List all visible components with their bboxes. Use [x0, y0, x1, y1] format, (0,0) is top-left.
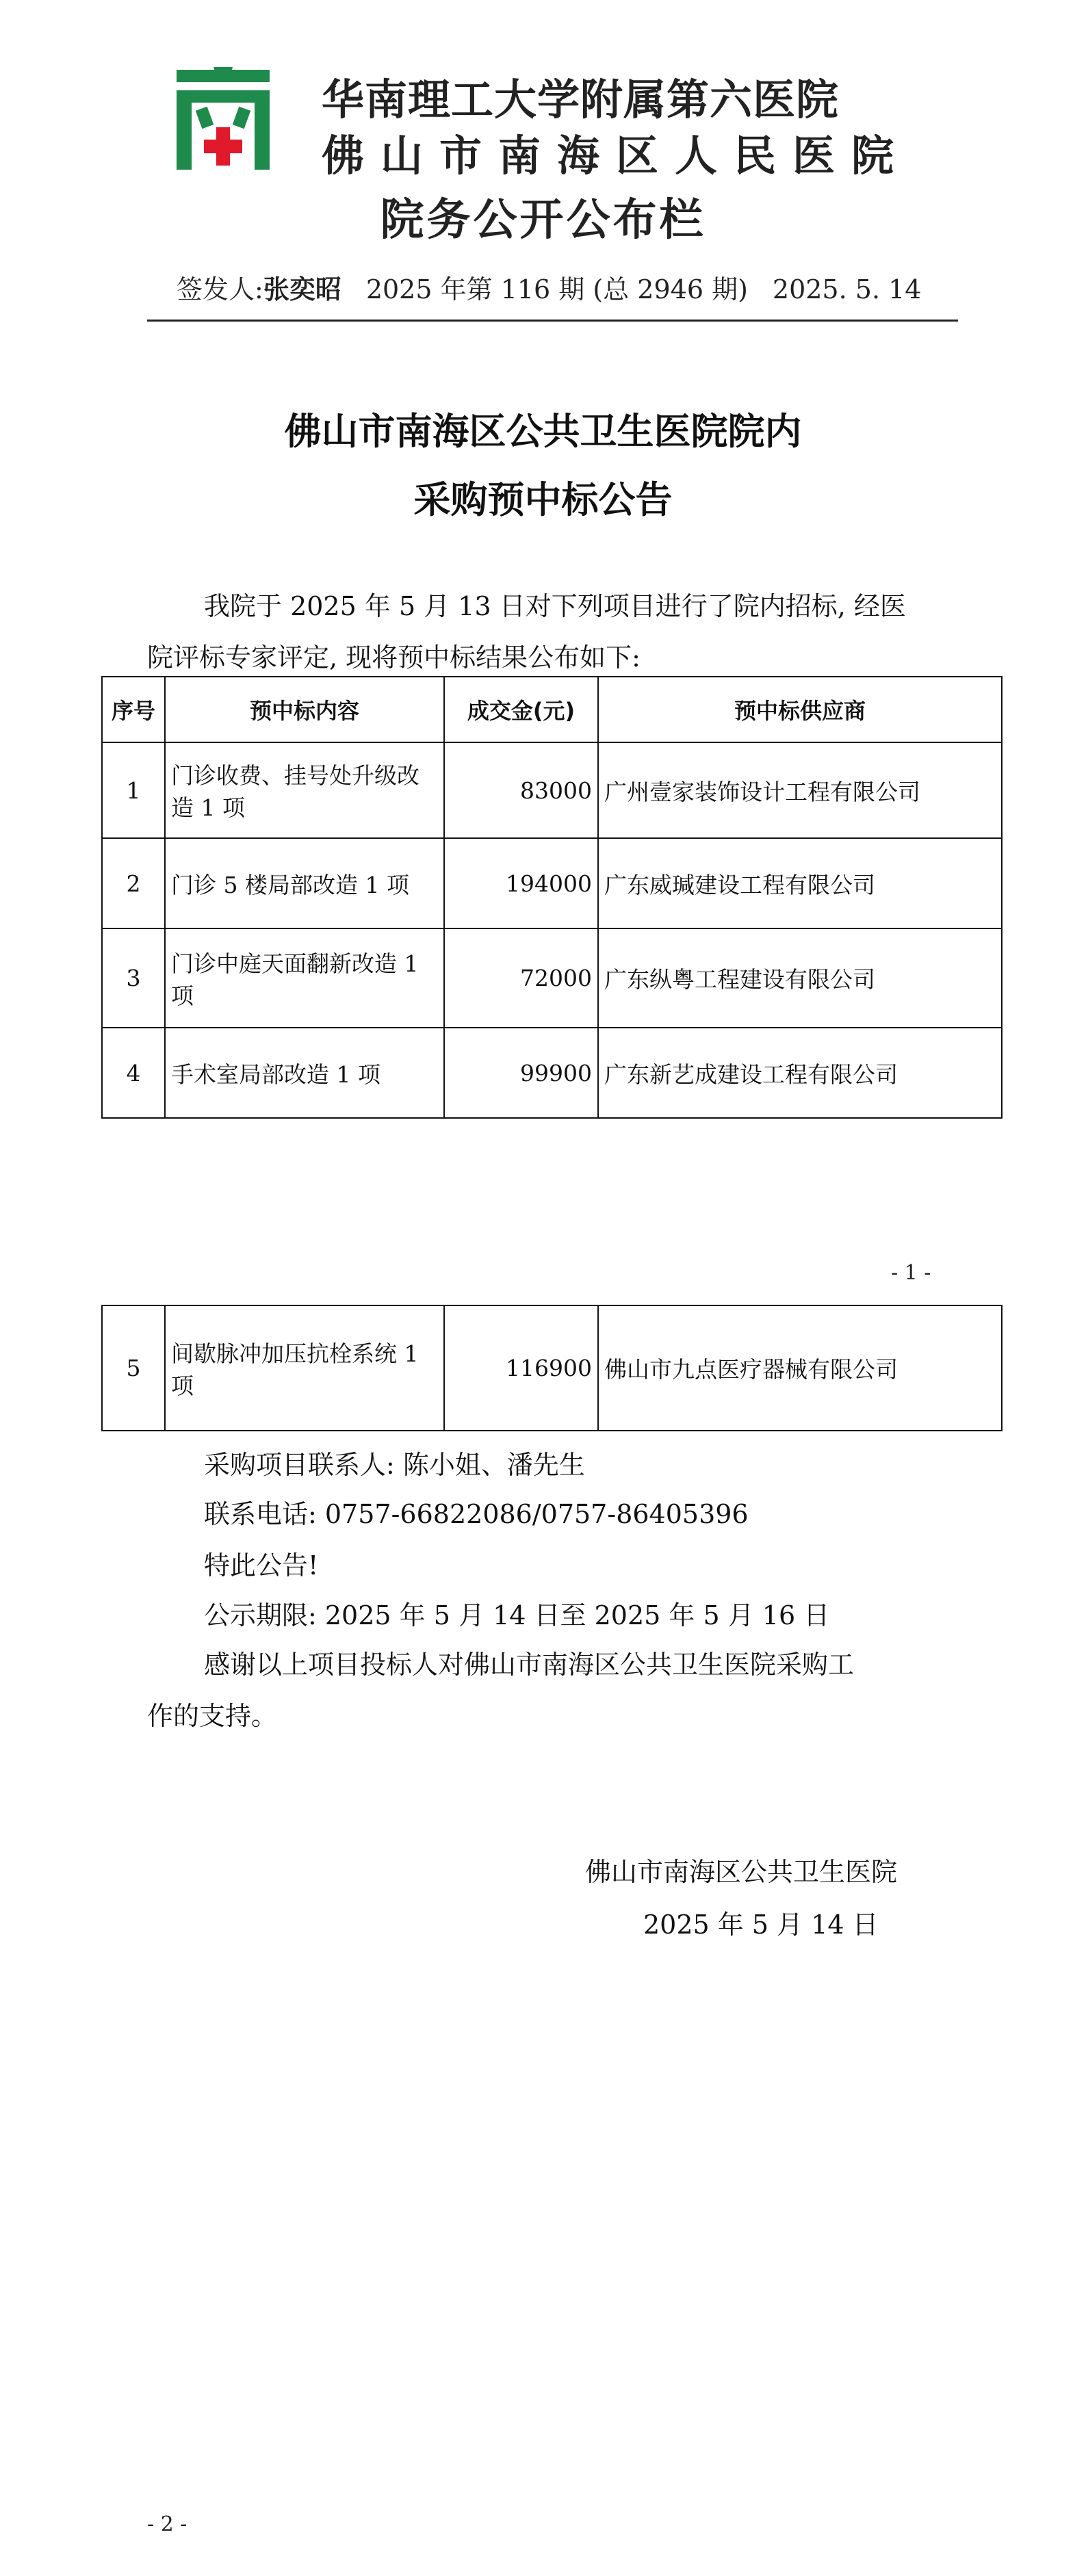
row-no: 4 — [102, 1028, 165, 1118]
header-divider — [147, 320, 958, 322]
hospital-name-1: 华南理工大学附属第六医院 — [322, 75, 840, 125]
page-number-2: - 2 - — [147, 2512, 188, 2536]
row-amount: 99900 — [444, 1028, 598, 1118]
table-row — [102, 1305, 1002, 1431]
notice-period: 公示期限: 2025 年 5 月 14 日至 2025 年 5 月 16 日 — [204, 1600, 830, 1630]
row-supplier: 佛山市九点医疗器械有限公司 — [598, 1305, 1002, 1431]
row-supplier: 广东新艺成建设工程有限公司 — [598, 1028, 1002, 1118]
results-table — [101, 676, 1003, 1119]
row-supplier: 广东纵粤工程建设有限公司 — [598, 928, 1002, 1028]
row-supplier: 广东威瑊建设工程有限公司 — [598, 838, 1002, 928]
table-row — [102, 928, 1002, 1028]
results-table-continued — [101, 1305, 1003, 1431]
row-amount: 194000 — [444, 838, 598, 928]
row-amount: 72000 — [444, 928, 598, 1028]
contact-phone: 联系电话: 0757-66822086/0757-86405396 — [204, 1499, 749, 1529]
page-number-1: - 1 - — [891, 1261, 931, 1285]
signature-date: 2025 年 5 月 14 日 — [643, 1910, 879, 1940]
thanks-line-2: 作的支持。 — [147, 1701, 278, 1731]
signer-label: 签发人: — [177, 274, 263, 304]
board-title: 院务公开公布栏 — [380, 195, 706, 246]
notice-title-line-2: 采购预中标公告 — [413, 478, 673, 521]
issue-line — [177, 268, 921, 306]
row-content: 门诊 5 楼局部改造 1 项 — [165, 838, 444, 928]
table-row — [102, 742, 1002, 838]
header-no: 序号 — [102, 677, 165, 742]
issue-number: 2025 年第 116 期 (总 2946 期) — [365, 274, 748, 304]
hospital-name-2: 佛山市南海区人民医院 — [322, 131, 911, 181]
row-no: 1 — [102, 742, 165, 838]
row-content: 手术室局部改造 1 项 — [165, 1028, 444, 1118]
row-content: 间歇脉冲加压抗栓系统 1 项 — [165, 1305, 444, 1431]
intro-line-1: 我院于 2025 年 5 月 13 日对下列项目进行了院内招标, 经医 — [204, 591, 906, 621]
signature-org: 佛山市南海区公共卫生医院 — [585, 1857, 898, 1887]
table-row — [102, 838, 1002, 928]
row-content: 门诊收费、挂号处升级改造 1 项 — [165, 742, 444, 838]
header-content: 预中标内容 — [165, 677, 444, 742]
table-header-row — [102, 677, 1002, 742]
row-amount: 116900 — [444, 1305, 598, 1431]
row-no: 3 — [102, 928, 165, 1028]
contact-person: 采购项目联系人: 陈小姐、潘先生 — [204, 1450, 585, 1480]
special-notice: 特此公告! — [204, 1550, 319, 1580]
signer-name: 张奕昭 — [263, 274, 341, 304]
table-row — [102, 1028, 1002, 1118]
notice-title-line-1: 佛山市南海区公共卫生医院院内 — [284, 410, 802, 453]
header-amount: 成交金(元) — [444, 677, 598, 742]
row-no: 5 — [102, 1305, 165, 1431]
row-content: 门诊中庭天面翻新改造 1 项 — [165, 928, 444, 1028]
row-amount: 83000 — [444, 742, 598, 838]
issue-date: 2025. 5. 14 — [772, 274, 922, 304]
thanks-line-1: 感谢以上项目投标人对佛山市南海区公共卫生医院采购工 — [204, 1650, 855, 1680]
intro-line-2: 院评标专家评定, 现将预中标结果公布如下: — [147, 642, 641, 673]
header-supplier: 预中标供应商 — [598, 677, 1002, 742]
row-supplier: 广州壹家装饰设计工程有限公司 — [598, 742, 1002, 838]
row-no: 2 — [102, 838, 165, 928]
hospital-logo-icon — [171, 67, 275, 171]
